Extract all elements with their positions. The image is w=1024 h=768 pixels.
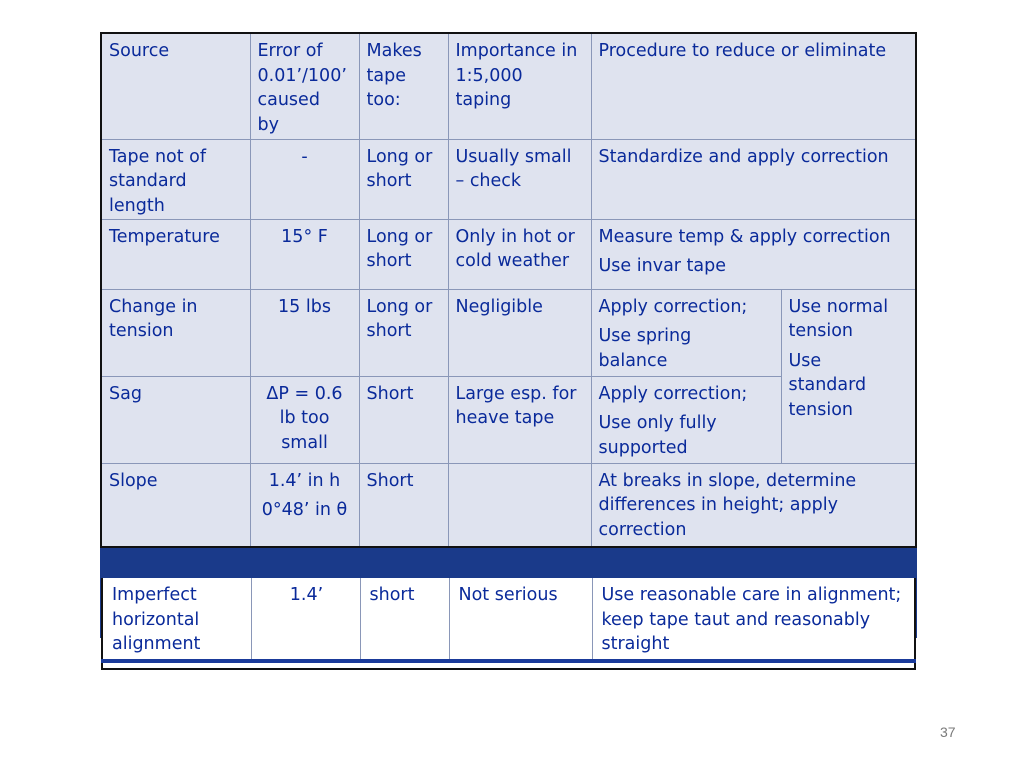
bottom-border: [101, 663, 916, 670]
row-error-cell: 1.4’ in h 0°48’ in θ: [250, 463, 359, 547]
row-procedure-cell: Measure temp & apply correction Use invar tape: [591, 219, 916, 289]
row-source-cell: Change in tension: [101, 289, 250, 376]
row-source-cell: Slope: [101, 463, 250, 547]
table-frame: [100, 32, 917, 654]
header-importance: Importance in 1:5,000 taping: [448, 33, 591, 139]
row-source-cell: Temperature: [101, 219, 250, 289]
row-makes-cell: Short: [359, 463, 448, 547]
row-error-cell: 15° F: [250, 219, 359, 289]
row-importance-cell: Negligible: [448, 289, 591, 376]
last-row-table: [101, 578, 916, 659]
row-procedure-cell: Apply correction; Use spring balance: [591, 289, 781, 376]
header-makes-tape: Makes tape too:: [359, 33, 448, 139]
shared-tension-note-cell: Use normal tension Use standard tension: [781, 289, 916, 463]
row-importance-cell: Only in hot or cold weather: [448, 219, 591, 289]
row-procedure-cell: At breaks in slope, determine differences in height; apply correction: [591, 463, 916, 547]
row-error-cell: ΔP = 0.6 lb too small: [250, 376, 359, 463]
row-source-cell: Imperfect horizontal alignment: [102, 578, 251, 659]
row-procedure-cell: Standardize and apply correction: [591, 139, 916, 219]
header-procedure: Procedure to reduce or eliminate: [591, 33, 916, 139]
row-source-cell: Tape not of standard length: [101, 139, 250, 219]
row-error-cell: 15 lbs: [250, 289, 359, 376]
row-makes-cell: Short: [359, 376, 448, 463]
row-error-cell: 1.4’: [251, 578, 360, 659]
row-procedure-cell: Apply correction; Use only fully supported: [591, 376, 781, 463]
table-row: [101, 139, 916, 219]
row-makes-cell: Long or short: [359, 219, 448, 289]
row-importance-cell: Not serious: [449, 578, 592, 659]
row-makes-cell: short: [360, 578, 449, 659]
row-importance-cell: [448, 463, 591, 547]
page-number: 37: [940, 724, 956, 740]
row-importance-cell: Large esp. for heave tape: [448, 376, 591, 463]
row-error-cell: -: [250, 139, 359, 219]
row-makes-cell: Long or short: [359, 139, 448, 219]
table-row: [101, 219, 916, 289]
header-row: [101, 33, 916, 139]
table-row: [101, 463, 916, 547]
header-error: Error of 0.01’/100’ caused by: [250, 33, 359, 139]
row-makes-cell: Long or short: [359, 289, 448, 376]
row-importance-cell: Usually small – check: [448, 139, 591, 219]
error-sources-table: [100, 32, 917, 548]
table-row: [101, 289, 916, 376]
table-row: [102, 578, 915, 659]
header-source: Source: [101, 33, 250, 139]
row-procedure-cell: Use reasonable care in alignment; keep tape taut and reasonably straight: [592, 578, 915, 659]
row-source-cell: Sag: [101, 376, 250, 463]
